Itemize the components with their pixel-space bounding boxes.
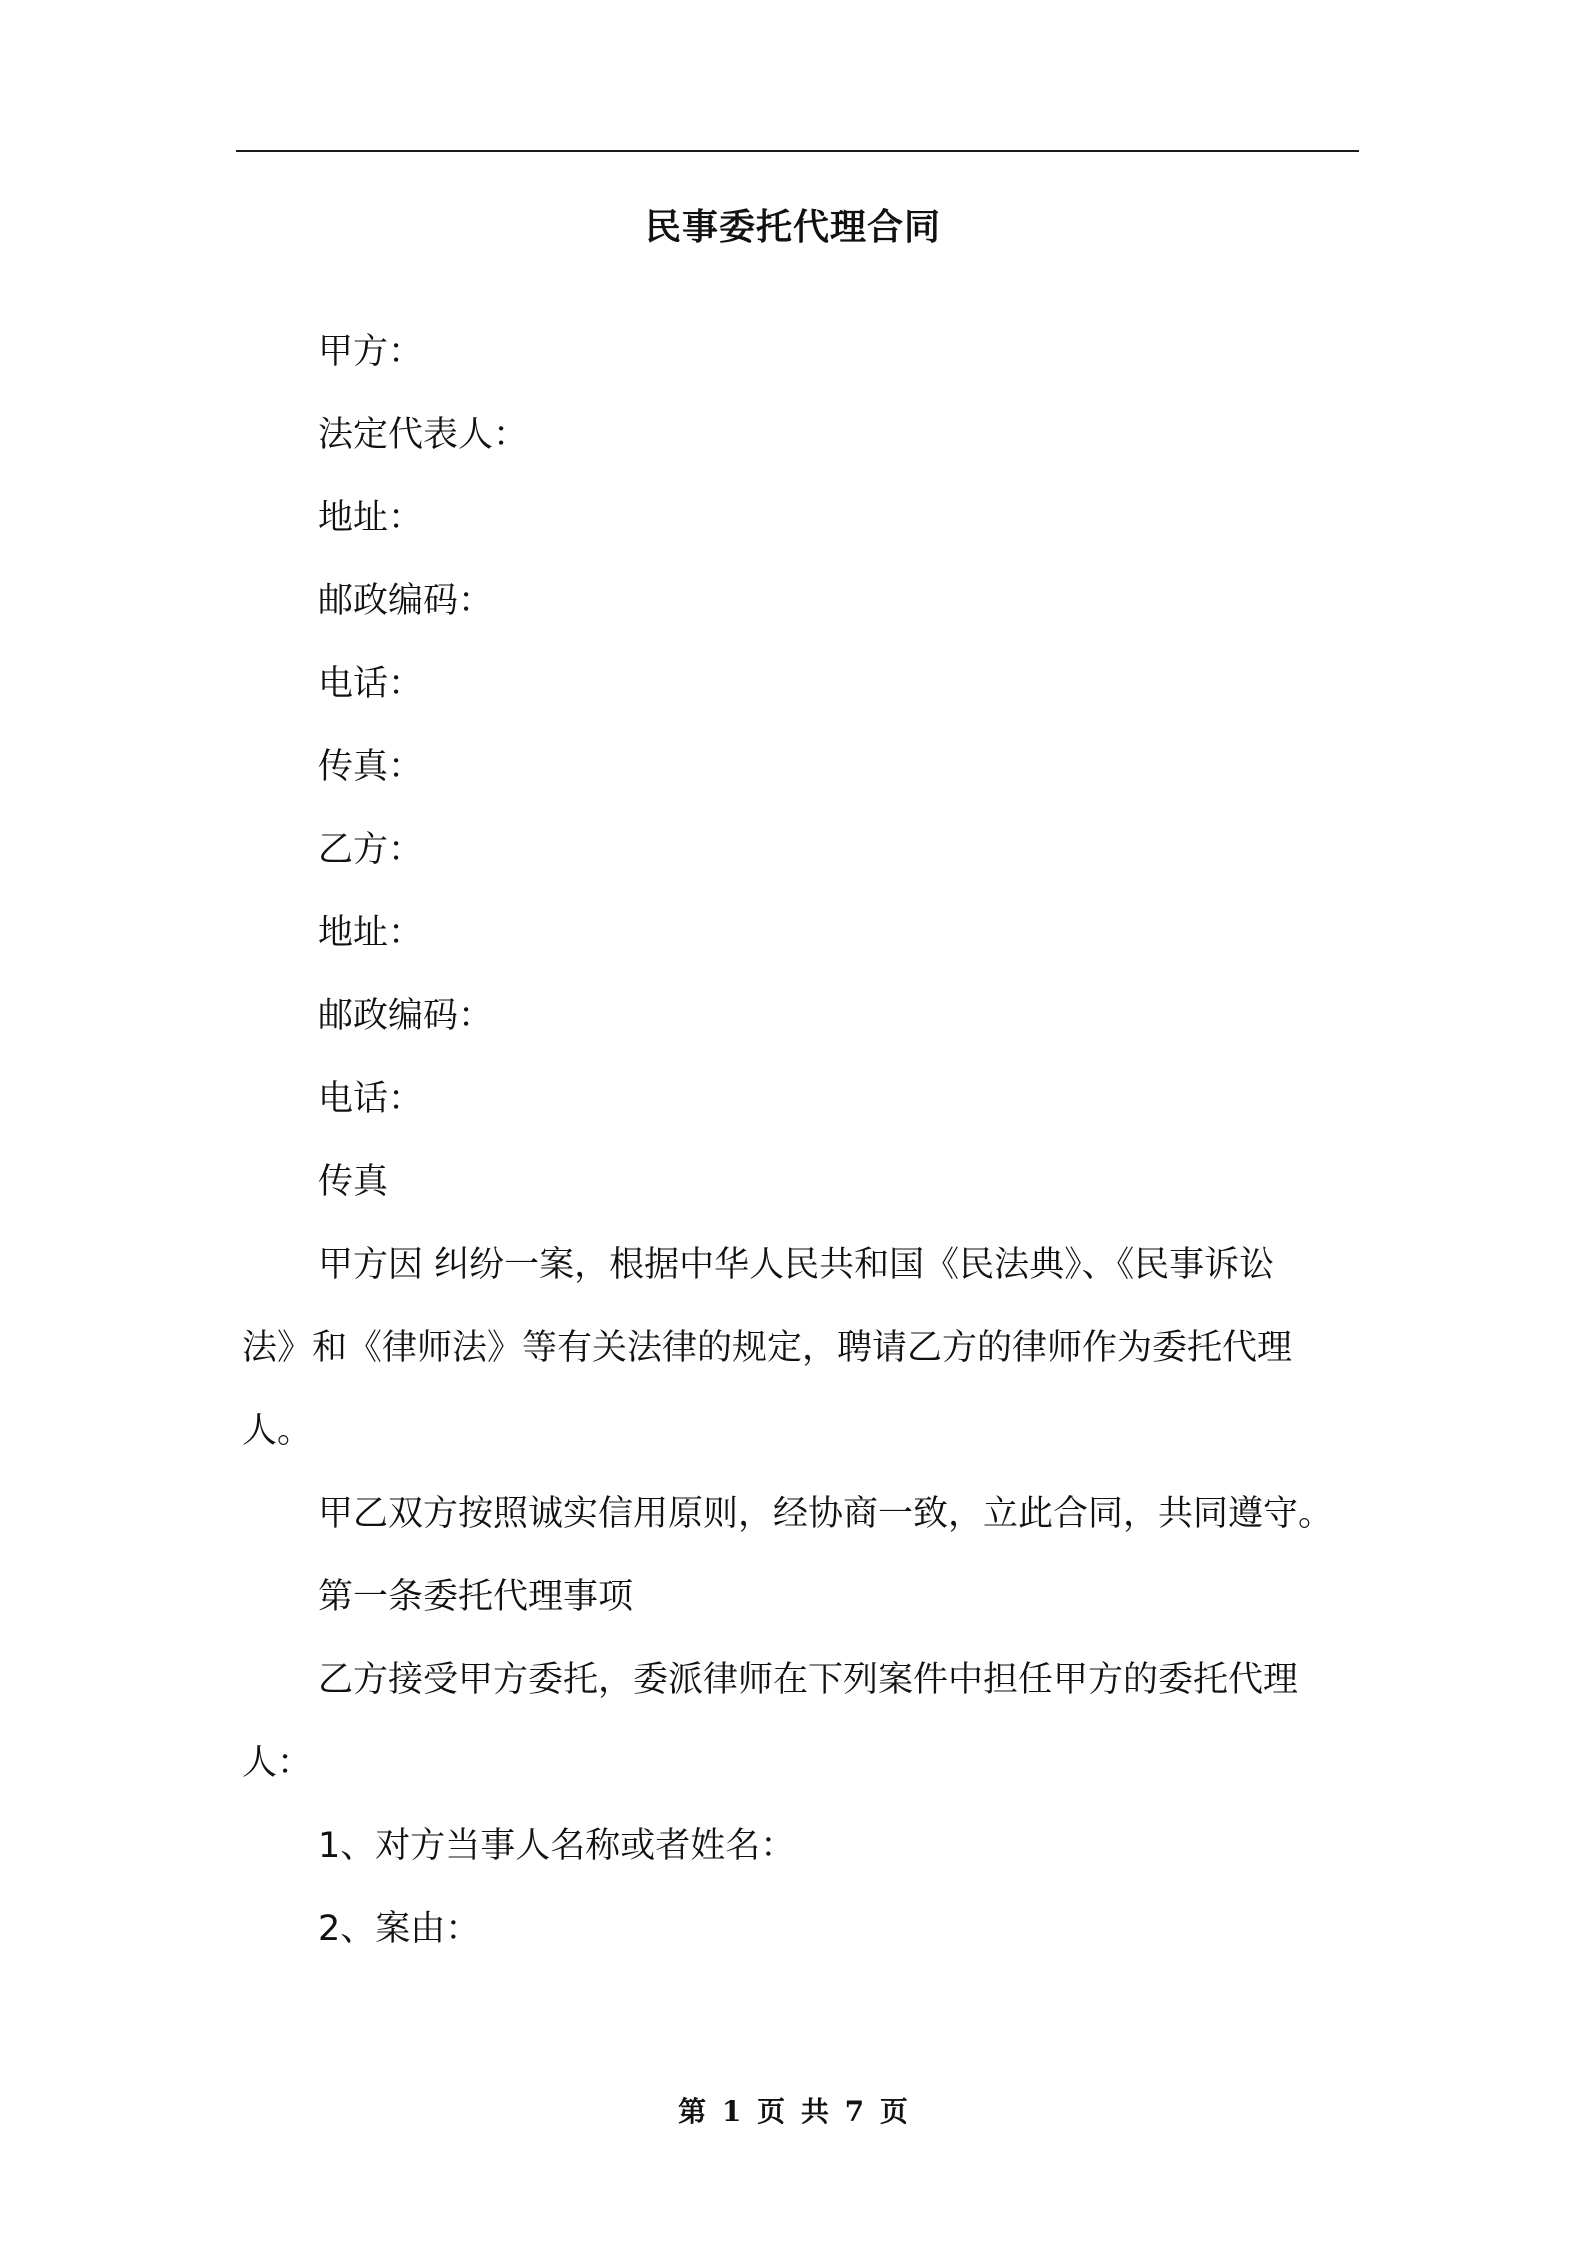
article-1-body-line-1: 乙方接受甲方委托，委派律师在下列案件中担任甲方的委托代理 xyxy=(318,1660,1299,1700)
party-a-phone-label: 电话： xyxy=(318,664,424,704)
party-b-name-label: 乙方： xyxy=(318,830,424,870)
agreement-paragraph: 甲乙双方按照诚实信用原则，经协商一致，立此合同，共同遵守。 xyxy=(318,1494,1334,1534)
party-b-postcode-label: 邮政编码： xyxy=(318,996,494,1036)
intro-paragraph-line-1: 甲方因 纠纷一案，根据中华人民共和国《民法典》、《民事诉讼 xyxy=(318,1245,1275,1285)
party-a-fax-label: 传真： xyxy=(318,747,424,787)
party-b-address-label: 地址： xyxy=(318,913,424,953)
article-1-heading: 第一条委托代理事项 xyxy=(318,1577,634,1617)
article-1-item-2: 2、案由： xyxy=(318,1909,481,1949)
page-indicator: 第 1 页 共 7 页 xyxy=(678,2095,908,2128)
party-a-name-label: 甲方： xyxy=(318,332,424,372)
party-a-address-label: 地址： xyxy=(318,498,424,538)
party-a-legal-rep-label: 法定代表人： xyxy=(318,415,529,455)
article-1-body-line-2: 人： xyxy=(242,1743,313,1783)
party-b-fax-label: 传真 xyxy=(318,1162,389,1202)
party-a-postcode-label: 邮政编码： xyxy=(318,581,494,621)
document-title: 民事委托代理合同 xyxy=(644,207,941,248)
article-1-item-1: 1、对方当事人名称或者姓名： xyxy=(318,1826,796,1866)
intro-paragraph-line-2: 法》和《律师法》等有关法律的规定，聘请乙方的律师作为委托代理 xyxy=(242,1328,1293,1368)
party-b-phone-label: 电话： xyxy=(318,1079,424,1119)
intro-paragraph-line-3: 人。 xyxy=(242,1411,313,1451)
header-rule xyxy=(236,150,1359,152)
